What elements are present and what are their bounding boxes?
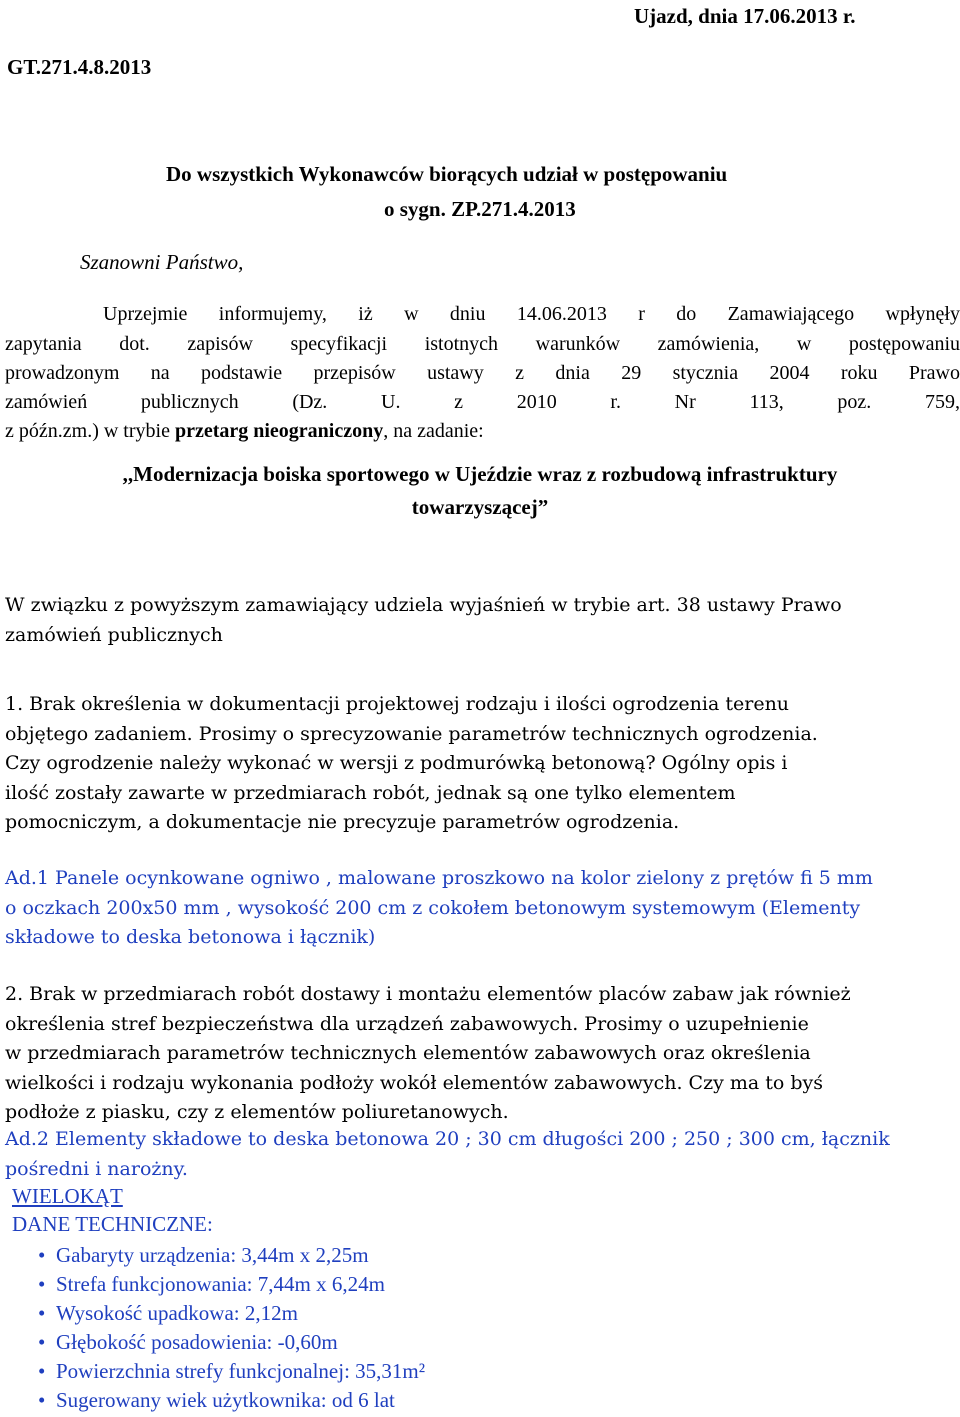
answer-1-line: Ad.1 Panele ocynkowane ogniwo , malowane proszkowo na kolor zielony z prętów fi 5 mm (5, 867, 873, 889)
explanation-paragraph (5, 591, 955, 650)
intro-line-5-suffix: , na zadanie: (383, 420, 484, 442)
question-2 (5, 980, 955, 1128)
intro-line-5 (5, 420, 484, 443)
intro-line-3: prowadzonym na podstawie przepisów ustawy z dnia 29 stycznia 2004 roku Prawo (5, 362, 960, 384)
task-title-line-2: towarzyszącej” (411, 495, 549, 519)
bullet-icon: • (38, 1359, 46, 1383)
procedure-type: przetarg nieograniczony (174, 420, 384, 442)
question-1-line: Czy ogrodzenie należy wykonać w wersji z podmurówką betonową? Ogólny opis i (5, 752, 788, 774)
question-2-line: 2. Brak w przedmiarach robót dostawy i montażu elementów placów zabaw jak również (5, 983, 851, 1005)
question-2-line: w przedmiarach parametrów technicznych elementów zabawowych oraz określenia (5, 1042, 811, 1064)
product-name: WIELOKĄT (12, 1184, 123, 1208)
tech-spec-item (38, 1357, 425, 1386)
explanation-line: zamówień publicznych (5, 623, 223, 646)
question-1-line: pomocniczym, a dokumentacje nie precyzuje parametrów ogrodzenia. (5, 811, 680, 833)
answer-1 (5, 864, 955, 953)
addressee-line-1: Do wszystkich Wykonawców biorących udział w postępowaniu (166, 162, 728, 186)
reference-number: GT.271.4.8.2013 (7, 55, 152, 79)
tech-spec-item (38, 1299, 425, 1328)
intro-line-5-prefix: z późn.zm.) w trybie (5, 420, 175, 442)
task-title-line-1: ,,Modernizacja boiska sportowego w Ujeździe wraz z rozbudową infrastruktury (122, 462, 838, 486)
question-1 (5, 690, 955, 838)
answer-1-line: o oczkach 200x50 mm , wysokość 200 cm z cokołem betonowym systemowym (Elementy (5, 896, 861, 919)
tech-spec-text: Głębokość posadowienia: -0,60m (56, 1330, 338, 1354)
bullet-icon: • (38, 1243, 46, 1267)
answer-2-line: pośredni i narożny. (5, 1157, 188, 1180)
question-2-line: podłoże z piasku, czy z elementów poliuretanowych. (5, 1101, 509, 1123)
tech-spec-text: Gabaryty urządzenia: 3,44m x 2,25m (56, 1243, 369, 1267)
salutation: Szanowni Państwo, (80, 250, 244, 274)
tech-spec-text: Powierzchnia strefy funkcjonalnej: 35,31m² (56, 1359, 426, 1383)
intro-line-2: zapytania dot. zapisów specyfikacji istotnych warunków zamówienia, w postępowaniu (5, 333, 960, 355)
answer-2-line: Ad.2 Elementy składowe to deska betonowa 20 ; 30 cm długości 200 ; 250 ; 300 cm, łącznik (5, 1128, 890, 1150)
question-1-line: ilość zostały zawarte w przedmiarach robót, jednak są one tylko elementem (5, 781, 736, 804)
addressee-line-2: o sygn. ZP.271.4.2013 (384, 197, 576, 221)
question-1-line: objętego zadaniem. Prosimy o sprecyzowanie parametrów technicznych ogrodzenia. (5, 722, 818, 745)
intro-line-1: Uprzejmie informujemy, iż w dniu 14.06.2013 r do Zamawiającego wpłynęły (103, 303, 960, 325)
bullet-icon: • (38, 1330, 46, 1354)
explanation-line: W związku z powyższym zamawiający udziela wyjaśnień w trybie art. 38 ustawy Prawo (5, 594, 842, 616)
tech-spec-text: Strefa funkcjonowania: 7,44m x 6,24m (56, 1272, 385, 1296)
question-2-line: wielkości i rodzaju wykonania podłoży wokół elementów zabawowych. Czy ma to byś (5, 1071, 824, 1094)
tech-spec-text: Sugerowany wiek użytkownika: od 6 lat (56, 1388, 395, 1412)
bullet-icon: • (38, 1272, 46, 1296)
tech-spec-item (38, 1386, 425, 1415)
question-2-line: określenia stref bezpieczeństwa dla urządzeń zabawowych. Prosimy o uzupełnienie (5, 1012, 809, 1035)
bullet-icon: • (38, 1388, 46, 1412)
tech-spec-item (38, 1328, 425, 1357)
question-1-line: 1. Brak określenia w dokumentacji projektowej rodzaju i ilości ogrodzenia terenu (5, 693, 790, 715)
tech-specs-list (38, 1241, 425, 1415)
answer-1-line: składowe to deska betonowa i łącznik) (5, 926, 376, 948)
answer-2 (5, 1125, 955, 1184)
place-date: Ujazd, dnia 17.06.2013 r. (634, 4, 856, 28)
tech-spec-text: Wysokość upadkowa: 2,12m (56, 1301, 298, 1325)
tech-spec-item (38, 1270, 425, 1299)
bullet-icon: • (38, 1301, 46, 1325)
intro-line-4: zamówień publicznych (Dz. U. z 2010 r. Nr 113, poz. 759, (5, 391, 960, 413)
tech-spec-item (38, 1241, 425, 1270)
tech-heading: DANE TECHNICZNE: (12, 1212, 213, 1236)
